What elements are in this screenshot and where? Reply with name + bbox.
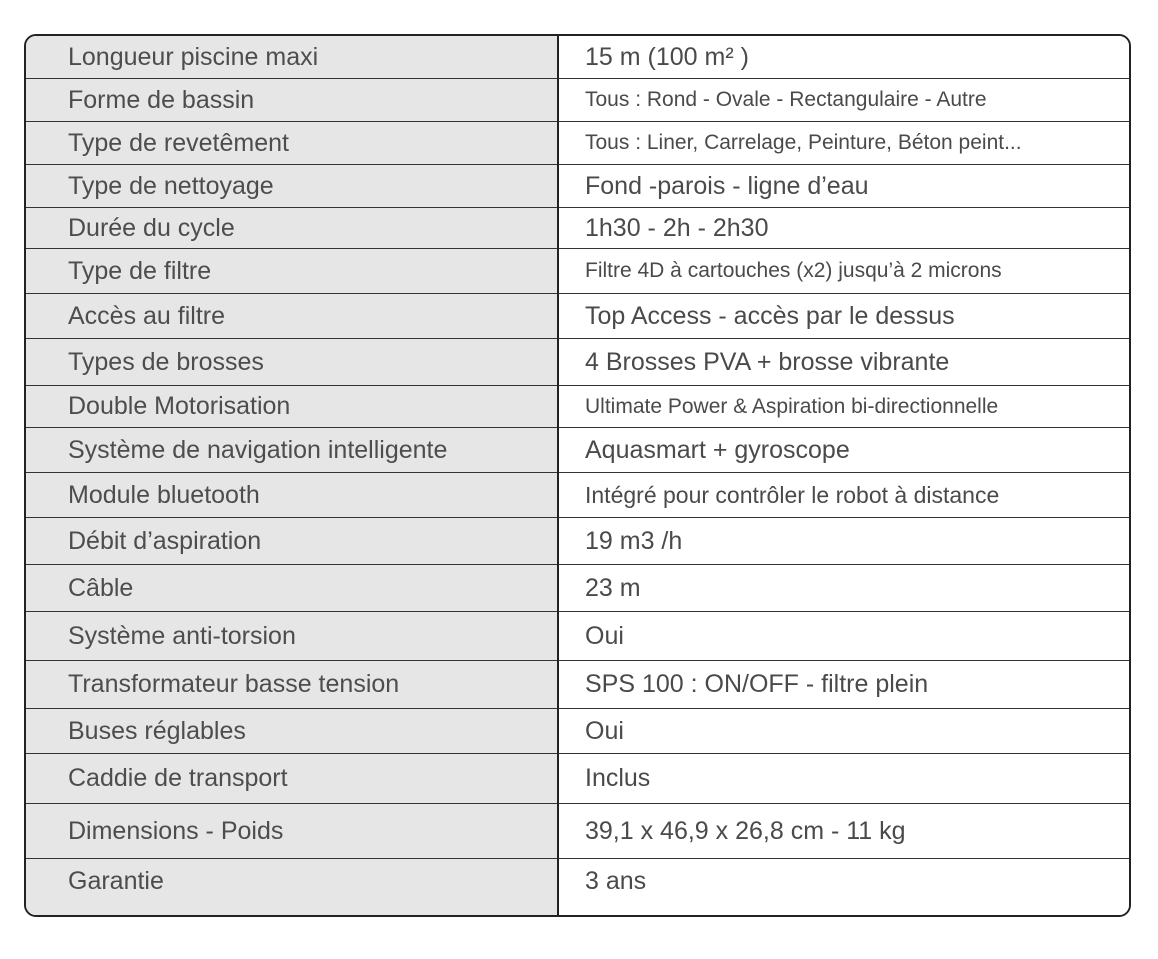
spec-label: Type de filtre bbox=[26, 249, 557, 294]
spec-value: Fond -parois - ligne d’eau bbox=[559, 165, 1129, 208]
spec-label: Transformateur basse tension bbox=[26, 661, 557, 709]
spec-table bbox=[24, 34, 1131, 917]
spec-value: 4 Brosses PVA + brosse vibrante bbox=[559, 339, 1129, 386]
spec-value: Filtre 4D à cartouches (x2) jusqu’à 2 microns bbox=[559, 249, 1129, 294]
spec-value: Oui bbox=[559, 709, 1129, 754]
value-column bbox=[559, 36, 1129, 915]
label-column bbox=[26, 36, 559, 915]
spec-value: Ultimate Power & Aspiration bi-directionnelle bbox=[559, 386, 1129, 428]
spec-value: Intégré pour contrôler le robot à distance bbox=[559, 473, 1129, 518]
spec-value: SPS 100 : ON/OFF - filtre plein bbox=[559, 661, 1129, 709]
spec-label: Système de navigation intelligente bbox=[26, 428, 557, 473]
spec-label: Type de revetêment bbox=[26, 122, 557, 165]
spec-value: 1h30 - 2h - 2h30 bbox=[559, 208, 1129, 249]
spec-label: Buses réglables bbox=[26, 709, 557, 754]
spec-label: Dimensions - Poids bbox=[26, 804, 557, 859]
spec-value: Inclus bbox=[559, 754, 1129, 804]
spec-value: 3 ans bbox=[585, 866, 647, 895]
spec-label: Durée du cycle bbox=[26, 208, 557, 249]
spec-label: Forme de bassin bbox=[26, 79, 557, 122]
spec-label: Câble bbox=[26, 565, 557, 612]
spec-value: 39,1 x 46,9 x 26,8 cm - 11 kg bbox=[559, 804, 1129, 859]
spec-label: Caddie de transport bbox=[26, 754, 557, 804]
spec-value: Aquasmart + gyroscope bbox=[559, 428, 1129, 473]
spec-label: Types de brosses bbox=[26, 339, 557, 386]
spec-label: Double Motorisation bbox=[26, 386, 557, 428]
spec-value: Tous : Rond - Ovale - Rectangulaire - Autre bbox=[559, 79, 1129, 122]
spec-label: Garantie bbox=[68, 866, 164, 895]
spec-value: 15 m (100 m² ) bbox=[559, 36, 1129, 79]
spec-value: 19 m3 /h bbox=[559, 518, 1129, 565]
spec-label: Débit d’aspiration bbox=[26, 518, 557, 565]
spec-value: Oui bbox=[559, 612, 1129, 661]
spec-label: Module bluetooth bbox=[26, 473, 557, 518]
spec-label: Longueur piscine maxi bbox=[26, 36, 557, 79]
spec-value: Tous : Liner, Carrelage, Peinture, Béton peint... bbox=[559, 122, 1129, 165]
spec-label: Système anti-torsion bbox=[26, 612, 557, 661]
spec-value: Top Access - accès par le dessus bbox=[559, 294, 1129, 339]
spec-label: Type de nettoyage bbox=[26, 165, 557, 208]
spec-label: Accès au filtre bbox=[26, 294, 557, 339]
spec-value: 23 m bbox=[559, 565, 1129, 612]
